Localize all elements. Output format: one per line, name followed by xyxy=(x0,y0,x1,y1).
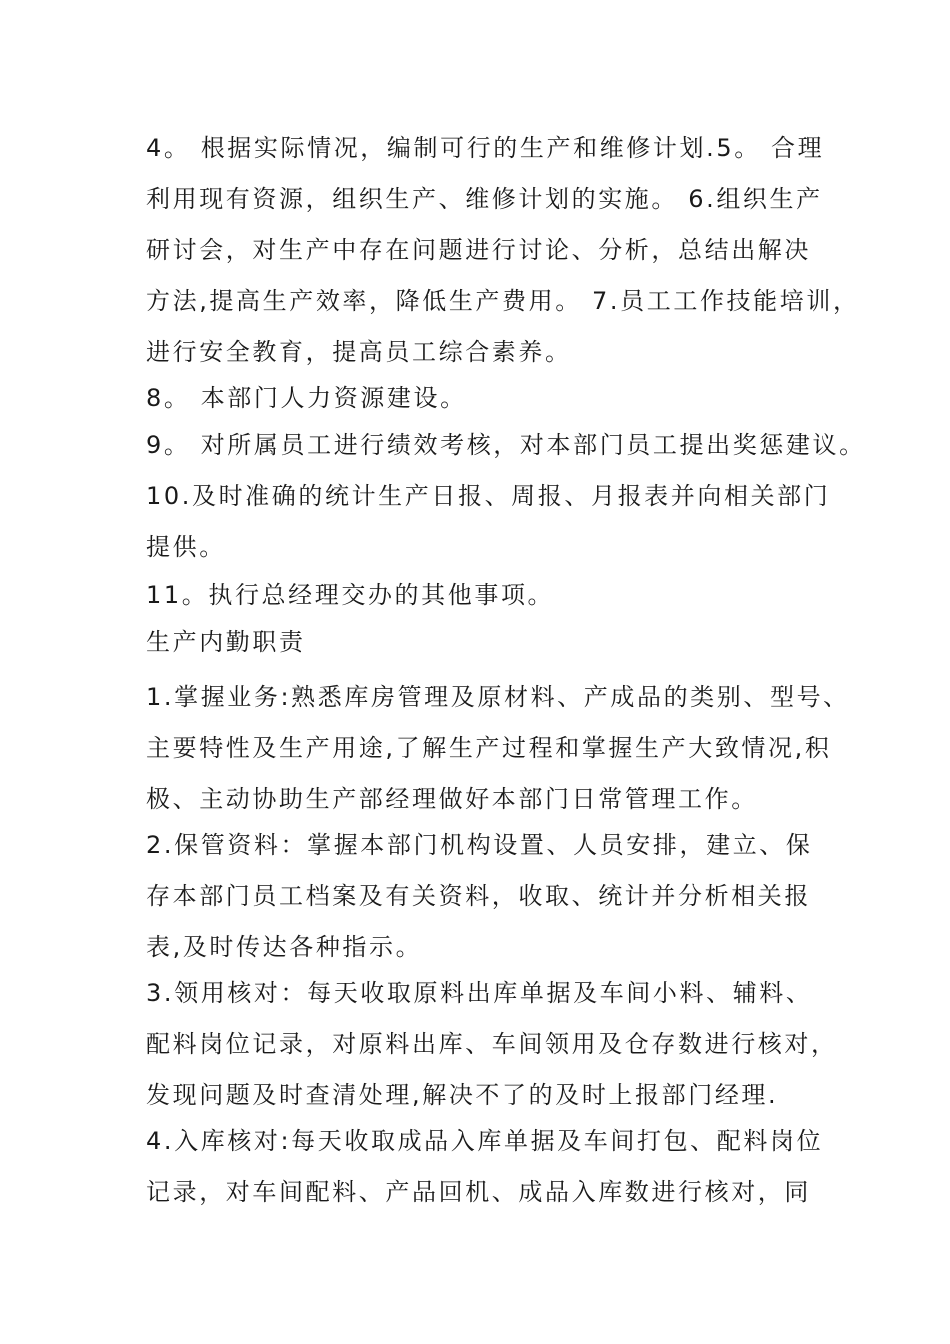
text-line: 1.掌握业务:熟悉库房管理及原材料、产成品的类别、型号、 xyxy=(146,683,850,711)
text-line: 3.领用核对：每天收取原料出库单据及车间小料、辅料、 xyxy=(146,979,813,1007)
section-heading: 生产内勤职责 xyxy=(146,628,306,656)
text-line: 配料岗位记录，对原料出库、车间领用及仓存数进行核对， xyxy=(146,1030,838,1058)
text-line: 研讨会，对生产中存在问题进行讨论、分析，总结出解决 xyxy=(146,236,811,264)
text-line: 4。 根据实际情况，编制可行的生产和维修计划.5。 合理 xyxy=(146,134,825,162)
text-line: 11。执行总经理交办的其他事项。 xyxy=(146,581,555,609)
text-line: 记录，对车间配料、产品回机、成品入库数进行核对，同 xyxy=(146,1178,811,1206)
text-line: 提供。 xyxy=(146,533,226,561)
text-line: 发现问题及时查清处理,解决不了的及时上报部门经理. xyxy=(146,1081,779,1109)
text-line: 存本部门员工档案及有关资料，收取、统计并分析相关报 xyxy=(146,882,811,910)
text-line: 2.保管资料：掌握本部门机构设置、人员安排，建立、保 xyxy=(146,831,813,859)
text-line: 极、主动协助生产部经理做好本部门日常管理工作。 xyxy=(146,785,758,813)
text-line: 表,及时传达各种指示。 xyxy=(146,933,423,961)
text-line: 利用现有资源，组织生产、维修计划的实施。 6.组织生产 xyxy=(146,185,823,213)
text-line: 进行安全教育，提高员工综合素养。 xyxy=(146,338,572,366)
text-line: 10.及时准确的统计生产日报、周报、月报表并向相关部门 xyxy=(146,482,831,510)
text-line: 8。 本部门人力资源建设。 xyxy=(146,384,467,412)
text-line: 9。 对所属员工进行绩效考核，对本部门员工提出奖惩建议。 xyxy=(146,431,866,459)
text-line: 主要特性及生产用途,了解生产过程和掌握生产大致情况,积 xyxy=(146,734,832,762)
text-line: 方法,提高生产效率，降低生产费用。 7.员工工作技能培训， xyxy=(146,287,860,315)
text-line: 4.入库核对:每天收取成品入库单据及车间打包、配料岗位 xyxy=(146,1127,824,1155)
